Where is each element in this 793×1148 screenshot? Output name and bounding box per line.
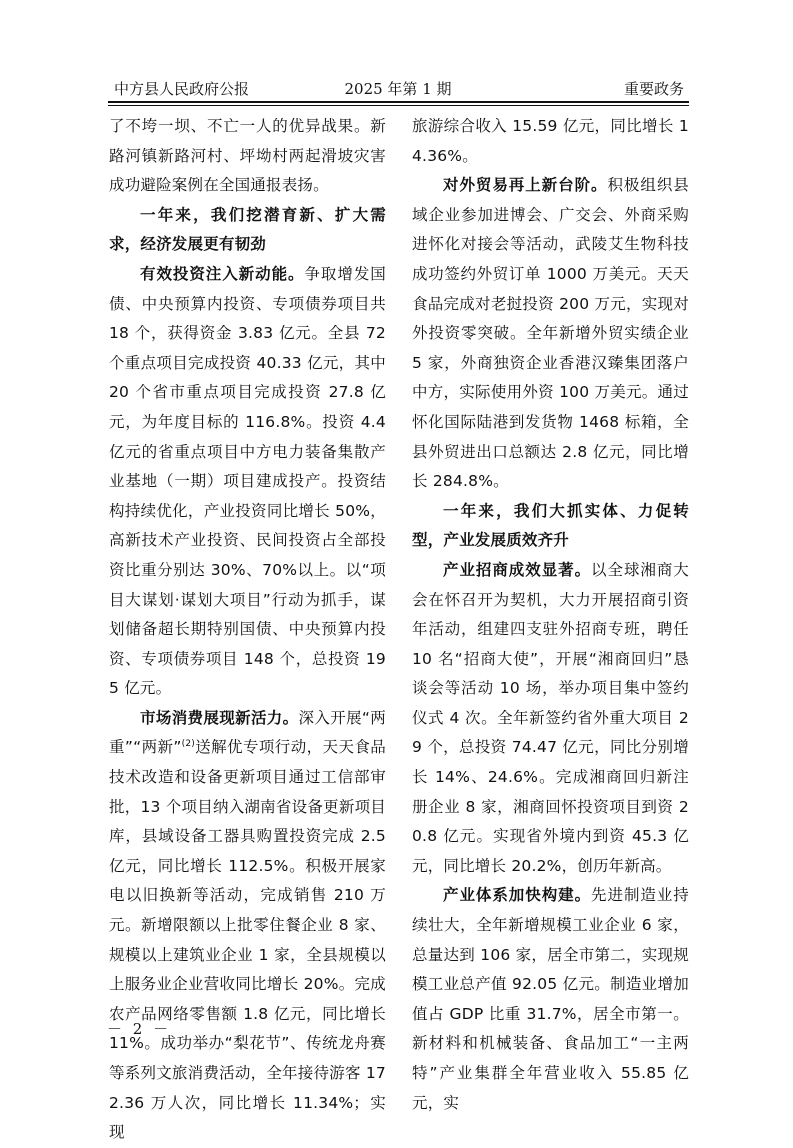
page-number: － 2 － (107, 1020, 172, 1038)
paragraph-foreign-trade (412, 171, 689, 497)
body-consumption-b: 送解优专项行动，天天食品技术改造和设备更新项目通过工信部审批，13 个项目纳入湖南省设备更新项目库，县域设备工器具购置投资完成 2.5 亿元，同比增长 112.5%。积极开展家电以旧换新等活动，完成销售 210 万元。新增限额以上批零住餐企业 8 家、规模以上建筑业企业 1 家，全县规模以上服务业企业营收同比增长 20%。完成农产品网络零售额 1.8 亿元，同比增长 11%。成功举办“梨花节”、传统龙舟赛等系列文旅消费活动，全年接待游客 172.36 万人次，同比增长 11.34%；实现 (109, 738, 386, 1142)
paragraph-investment-attraction (412, 556, 689, 882)
section-title: 重要政务 (623, 80, 684, 98)
paragraph-investment (109, 260, 386, 704)
body-consumption-a: 深入开展“两重”“两新” (109, 708, 386, 757)
footnote-marker: (2) (181, 739, 196, 750)
paragraph-industry-system (412, 881, 689, 1118)
lead-industry-system: 产业体系加快构建。 (443, 886, 592, 905)
gazette-title: 中方县人民政府公报 (114, 80, 250, 98)
paragraph-tourism-revenue: 旅游综合收入 15.59 亿元，同比增长 14.36%。 (412, 117, 689, 165)
body-industry-system: 先进制造业持续壮大，全年新增规模工业企业 6 家，总量达到 106 家，居全市第二，实现规模工业总产值 92.05 亿元。制造业增加值占 GDP 比重 31.7%，居全市第一。新材料和机械装备、食品加工“一主两特”产业集群全年营业收入 55.85 亿元，实 (412, 886, 689, 1112)
page-header (108, 76, 688, 100)
section-subheading-industry: 一年来，我们大抓实体、力促转型，产业发展质效齐升 (412, 501, 689, 550)
lead-consumption: 市场消费展现新活力。 (140, 708, 299, 727)
issue-number: 2025 年第 1 期 (344, 80, 452, 98)
left-column (109, 112, 386, 1148)
paragraph-consumption (109, 704, 386, 1148)
paragraph-flood-result: 了不垮一坝、不亡一人的优异战果。新路河镇新路河村、坪坳村两起滑坡灾害成功避险案例在全国通报表扬。 (109, 117, 386, 195)
body-investment: 争取增发国债、中央预算内投资、专项债券项目共 18 个，获得资金 3.83 亿元。全县 72 个重点项目完成投资 40.33 亿元，其中 20 个省市重点项目完成投资 27.8 亿元，为年度目标的 116.8%。投资 4.4 亿元的省重点项目中方电力装备集散产业基地（一期）项目建成投产。投资结构持续优化，产业投资同比增长 50%，高新技术产业投资、民间投资占全部投资比重分别达 30%、70%以上。以“项目大谋划·谋划大项目”行动为抓手，谋划储备超长期特别国债、中央预算内投资、专项债券项目 148 个，总投资 195 亿元。 (109, 264, 386, 698)
body-investment-attraction: 以全球湘商大会在怀召开为契机，大力开展招商引资年活动，组建四支驻外招商专班，聘任 10 名“招商大使”，开展“湘商回归”恳谈会等活动 10 场，举办项目集中签约仪式 4 次。全年新签约省外重大项目 29 个，总投资 74.47 亿元，同比分别增长 14%、24.6%。完成湘商回归新注册企业 8 家，湘商回怀投资项目到资 20.8 亿元。实现省外境内到资 45.3 亿元，同比增长 20.2%，创历年新高。 (412, 560, 689, 875)
right-column (412, 112, 689, 1118)
section-subheading-economy: 一年来，我们挖潜育新、扩大需求，经济发展更有韧劲 (109, 205, 386, 254)
lead-foreign-trade: 对外贸易再上新台阶。 (443, 176, 608, 195)
lead-investment: 有效投资注入新动能。 (140, 264, 305, 283)
header-rule-thin (108, 105, 689, 106)
lead-investment-attraction: 产业招商成效显著。 (443, 560, 592, 579)
header-rule-thick (108, 101, 689, 103)
body-foreign-trade: 积极组织县域企业参加进博会、广交会、外商采购进怀化对接会等活动，武陵艾生物科技成功签约外贸订单 1000 万美元。天天食品完成对老挝投资 200 万元，实现对外投资零突破。全年新增外贸实绩企业 5 家，外商独资企业香港汉臻集团落户中方，实际使用外资 100 万美元。通过怀化国际陆港到发货物 1468 标箱，全县外贸进出口总额达 2.8 亿元，同比增长 284.8%。 (412, 176, 689, 491)
